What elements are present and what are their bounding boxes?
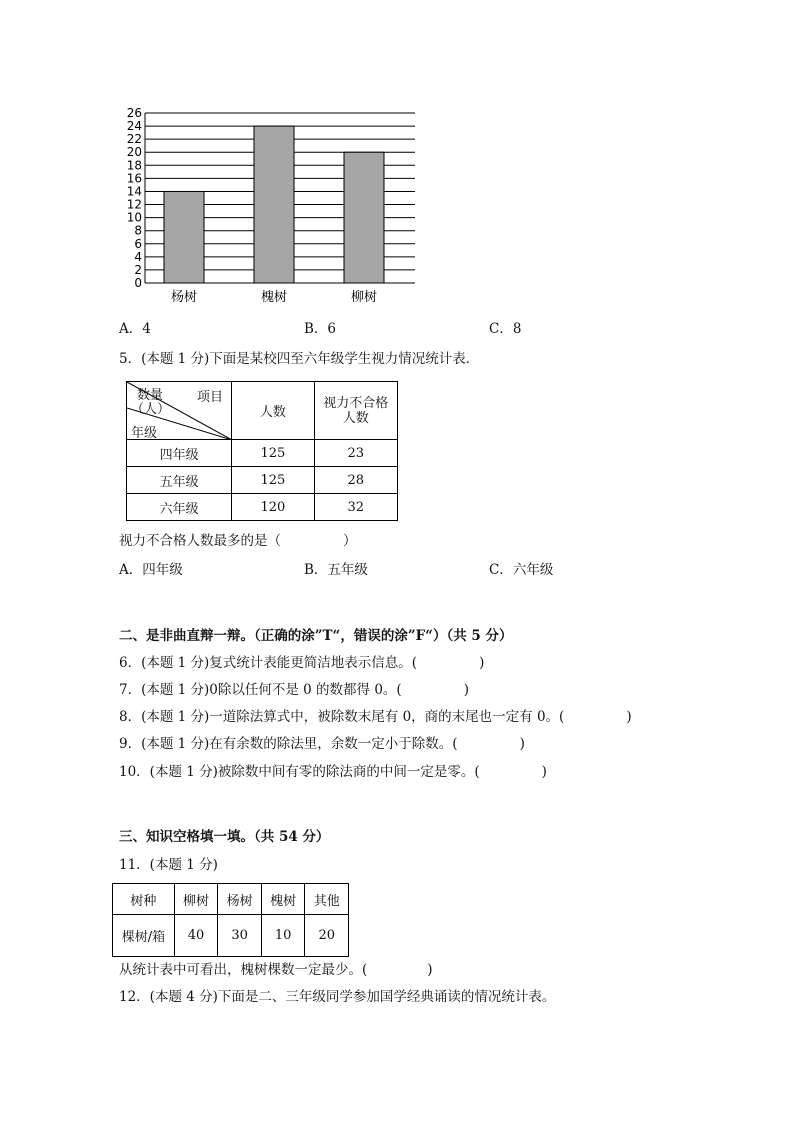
q11-tree-table [112,883,349,957]
x-category-label: 槐树 [260,290,288,305]
q12-stem: 12．(本题 4 分)下面是二、三年级同学参加国学经典诵读的情况统计表。 [119,989,556,1005]
q5-option-b[interactable]: B．五年级 [304,562,368,578]
count-cell: 125 [232,467,314,494]
header-cell: 杨树 [218,884,262,915]
y-tick-label: 16 [126,171,142,186]
q8-item: 8．(本题 1 分)一道除法算式中，被除数末尾有 0，商的末尾也一定有 0。( ) [119,709,632,725]
fail-cell: 23 [314,440,397,467]
col-fail-line1: 视力不合格 [323,395,389,411]
col-fail-line2: 人数 [342,410,369,426]
q5-col-fail-header [314,382,397,440]
header-cell: 树种 [113,884,175,915]
header-cell: 柳树 [174,884,218,915]
q7-item: 7．(本题 1 分)0除以任何不是 0 的数都得 0。( ) [119,682,469,698]
value-cell: 40 [174,915,218,957]
q11-stem: 11．(本题 1 分) [119,857,218,873]
grade-cell: 四年级 [127,440,232,467]
y-tick-label: 24 [126,119,142,134]
y-tick-label: 10 [126,210,142,225]
diag-label-bottom: 年级 [131,426,158,441]
y-tick-label: 8 [134,223,142,238]
count-cell: 125 [232,440,314,467]
y-tick-label: 22 [126,132,142,147]
q5-stem: 5．(本题 1 分)下面是某校四至六年级学生视力情况统计表． [119,351,480,367]
table-row [113,884,349,915]
y-tick-label: 0 [134,276,142,290]
table-row [127,467,398,494]
q11-question: 从统计表中可看出，槐树棵数一定最少。( ) [119,962,433,978]
q5-diagonal-header [127,382,232,440]
diag-label-mid2: （人） [131,402,171,417]
q4-option-a[interactable]: A．4 [119,321,151,337]
section3-heading: 三、知识空格填一填。（共 54 分） [119,829,330,845]
bar-2 [344,152,384,283]
grade-cell: 五年级 [127,467,232,494]
q5-vision-table [126,381,398,521]
y-tick-label: 6 [134,236,142,251]
table-row [127,494,398,521]
header-cell: 其他 [305,884,349,915]
grade-cell: 六年级 [127,494,232,521]
section2-heading: 二、是非曲直辩一辩。（正确的涂”T“，错误的涂”F“）（共 5 分） [119,628,513,644]
chart-bars [164,126,384,283]
bar-chart [115,100,425,310]
y-tick-label: 26 [126,106,142,120]
fail-cell: 32 [314,494,397,521]
diag-label-mid1: 数量 [137,388,164,403]
y-tick-label: 18 [126,158,142,173]
q4-option-c[interactable]: C．8 [489,321,522,337]
y-tick-label: 2 [134,262,142,277]
y-axis-tick-labels [127,106,142,290]
bar-0 [164,191,204,283]
q5-question: 视力不合格人数最多的是（ ） [119,533,357,549]
y-tick-label: 4 [134,249,142,264]
q10-item: 10．(本题 1 分)被除数中间有零的除法商的中间一定是零。( ) [119,764,547,780]
x-category-label: 杨树 [170,290,198,305]
diag-label-top: 项目 [197,390,224,405]
row-label-cell: 棵树/箱 [113,915,175,957]
q5-col-count-header: 人数 [232,382,314,440]
q5-option-c[interactable]: C．六年级 [489,562,554,578]
q5-option-a[interactable]: A．四年级 [119,562,183,578]
count-cell: 120 [232,494,314,521]
table-row [127,440,398,467]
q9-item: 9．(本题 1 分)在有余数的除法里，余数一定小于除数。( ) [119,736,525,752]
x-axis-category-labels [171,289,377,305]
x-category-label: 柳树 [350,290,378,305]
fail-cell: 28 [314,467,397,494]
bar-1 [254,126,294,283]
y-tick-label: 14 [126,184,142,199]
q6-item: 6．(本题 1 分)复式统计表能更简洁地表示信息。( ) [119,655,485,671]
y-tick-label: 12 [126,197,142,212]
value-cell: 20 [305,915,349,957]
q4-option-b[interactable]: B．6 [304,321,337,337]
header-cell: 槐树 [261,884,305,915]
y-tick-label: 20 [126,145,142,160]
value-cell: 10 [261,915,305,957]
table-row [113,915,349,957]
value-cell: 30 [218,915,262,957]
